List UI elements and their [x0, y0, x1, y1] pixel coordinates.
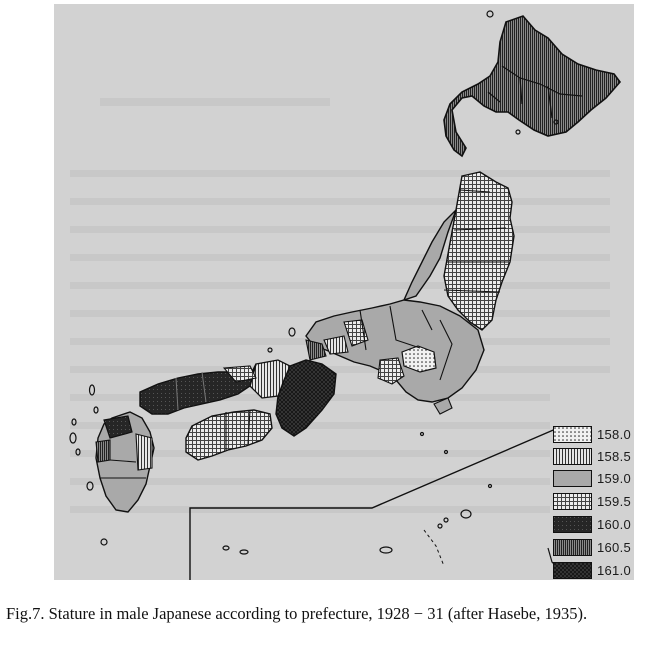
legend-swatch-dark-solid	[553, 516, 592, 533]
prefecture-nagasaki	[96, 440, 110, 462]
legend-label: 159.0	[597, 471, 632, 486]
legend-item	[553, 539, 635, 557]
legend-label: 161.0	[597, 563, 632, 578]
legend-label: 158.5	[597, 449, 632, 464]
prefecture-oita-miyazaki	[136, 434, 152, 470]
legend-item	[553, 516, 635, 534]
legend-swatch-dark-cross	[553, 562, 592, 579]
legend-item	[553, 470, 635, 488]
figure-caption: Fig.7. Stature in male Japanese according to prefecture, 1928 − 31 (after Hasebe, 1935).	[6, 604, 588, 623]
legend-label: 160.5	[597, 540, 632, 555]
legend-label: 159.5	[597, 494, 632, 509]
legend-swatch-dots	[553, 426, 592, 443]
legend-item	[553, 562, 635, 580]
legend-swatch-dense-vertical	[553, 539, 592, 556]
map-panel	[54, 4, 634, 580]
legend-swatch-vertical-lines	[553, 448, 592, 465]
legend-swatch-light-solid	[553, 470, 592, 487]
legend-item	[553, 493, 635, 511]
japan-map	[54, 4, 634, 580]
legend-label: 158.0	[597, 427, 632, 442]
legend-item	[553, 448, 635, 466]
legend-item	[553, 426, 635, 444]
legend-swatch-grid	[553, 493, 592, 510]
legend-label: 160.0	[597, 517, 632, 532]
